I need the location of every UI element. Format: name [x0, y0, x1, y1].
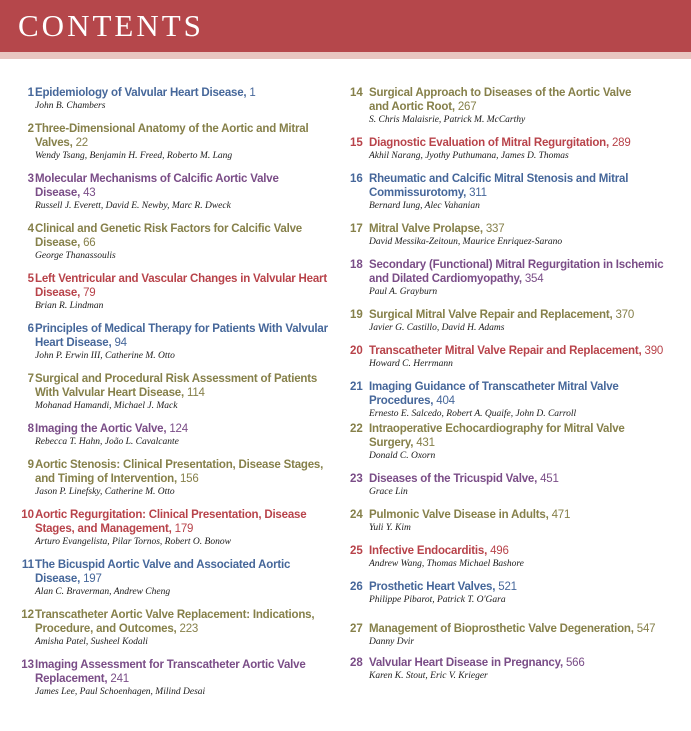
chapter-authors: Russell J. Everett, David E. Newby, Marc R. Dweck: [35, 201, 231, 211]
chapter-authors: Yuli Y. Kim: [369, 523, 411, 533]
chapter-authors: Arturo Evangelista, Pilar Tornos, Robert O. Bonow: [35, 537, 231, 547]
chapter-page: 179: [171, 523, 194, 535]
toc-entry-9[interactable]: [18, 458, 338, 498]
toc-entry-3[interactable]: [18, 172, 338, 212]
chapter-authors: Brian R. Lindman: [35, 301, 104, 311]
chapter-number: 23: [350, 473, 363, 485]
chapter-page: 354: [521, 273, 544, 285]
chapter-authors: Danny Dvir: [369, 637, 415, 647]
chapter-number: 11: [21, 559, 34, 571]
toc-entry-21[interactable]: [350, 380, 670, 420]
chapter-title-line: Imaging Assessment for Transcatheter Aortic Valve: [35, 659, 306, 671]
chapter-number: 7: [27, 373, 34, 385]
chapter-authors: George Thanassoulis: [35, 251, 116, 261]
chapter-title-line: Intraoperative Echocardiography for Mitral Valve: [369, 423, 625, 435]
chapter-title-line: Surgery, 431: [369, 437, 435, 449]
chapter-title-line: Aortic Stenosis: Clinical Presentation, Disease Stages,: [35, 459, 324, 471]
chapter-page: 156: [176, 473, 199, 485]
chapter-page: 404: [433, 395, 455, 407]
chapter-title-line: Replacement, 241: [35, 673, 129, 685]
chapter-authors: Ernesto E. Salcedo, Robert A. Quaife, John D. Carroll: [369, 409, 577, 419]
chapter-title-line: Surgical Mitral Valve Repair and Replacement, 370: [369, 309, 635, 321]
toc-entry-23[interactable]: [350, 472, 670, 498]
toc-entry-17[interactable]: [350, 222, 670, 248]
chapter-title-line: Surgical and Procedural Risk Assessment of Patients: [35, 373, 318, 385]
chapter-title-line: and Timing of Intervention, 156: [35, 473, 199, 485]
chapter-page: 451: [537, 473, 559, 485]
chapter-page: 1: [246, 87, 256, 99]
toc-entry-5[interactable]: [18, 272, 338, 312]
page-title: CONTENTS: [18, 8, 204, 43]
chapter-number: 16: [350, 173, 363, 185]
toc-entry-10[interactable]: [18, 508, 338, 548]
chapter-page: 337: [482, 223, 505, 235]
toc-entry-19[interactable]: [350, 308, 670, 334]
chapter-number: 3: [27, 173, 34, 185]
chapter-authors: Karen K. Stout, Eric V. Krieger: [369, 671, 488, 681]
chapter-page: 370: [612, 309, 635, 321]
chapter-page: 496: [487, 545, 509, 557]
toc-entry-2[interactable]: [18, 122, 338, 162]
chapter-number: 27: [350, 623, 363, 635]
chapter-title-line: Procedure, and Outcomes, 223: [35, 623, 199, 635]
chapter-page: 22: [72, 137, 88, 149]
chapter-page: 521: [495, 581, 517, 593]
chapter-number: 25: [350, 545, 363, 557]
chapter-page: 114: [183, 387, 205, 399]
chapter-page: 241: [107, 673, 129, 685]
chapter-number: 5: [27, 273, 34, 285]
toc-entry-1[interactable]: [18, 86, 338, 112]
chapter-page: 547: [633, 623, 656, 635]
chapter-title-line: With Valvular Heart Disease, 114: [35, 387, 205, 399]
toc-entry-7[interactable]: [18, 372, 338, 412]
chapter-title-line: Left Ventricular and Vascular Changes in Valvular Heart: [35, 273, 327, 285]
chapter-authors: Mohanad Hamandi, Michael J. Mack: [35, 401, 178, 411]
chapter-authors: Andrew Wang, Thomas Michael Bashore: [369, 559, 524, 569]
toc-entry-22[interactable]: [350, 422, 670, 462]
chapter-page: 471: [548, 509, 571, 521]
chapter-title-line: and Dilated Cardiomyopathy, 354: [369, 273, 544, 285]
chapter-title-line: Valves, 22: [35, 137, 88, 149]
chapter-number: 12: [21, 609, 34, 621]
chapter-page: 43: [80, 187, 96, 199]
chapter-title-line: Molecular Mechanisms of Calcific Aortic Valve: [35, 173, 279, 185]
chapter-number: 24: [350, 509, 363, 521]
chapter-title-line: and Aortic Root, 267: [369, 101, 477, 113]
toc-entry-26[interactable]: [350, 580, 670, 606]
chapter-number: 13: [21, 659, 34, 671]
chapter-number: 21: [350, 381, 363, 393]
chapter-page: 94: [111, 337, 127, 349]
chapter-page: 267: [454, 101, 477, 113]
chapter-authors: Philippe Pibarot, Patrick T. O'Gara: [369, 595, 506, 605]
chapter-title-line: Valvular Heart Disease in Pregnancy, 566: [369, 657, 585, 669]
chapter-title-line: Imaging the Aortic Valve, 124: [35, 423, 188, 435]
chapter-authors: James Lee, Paul Schoenhagen, Milind Desai: [35, 687, 206, 697]
chapter-page: 197: [80, 573, 102, 585]
chapter-title-line: Transcatheter Mitral Valve Repair and Replacement, 390: [369, 345, 664, 357]
chapter-number: 19: [350, 309, 363, 321]
chapter-authors: Donald C. Oxorn: [369, 451, 436, 461]
chapter-number: 17: [350, 223, 363, 235]
toc-entry-25[interactable]: [350, 544, 670, 570]
chapter-authors: Wendy Tsang, Benjamin H. Freed, Roberto M. Lang: [35, 151, 233, 161]
chapter-number: 9: [27, 459, 34, 471]
chapter-authors: Jason P. Linefsky, Catherine M. Otto: [35, 487, 175, 497]
chapter-authors: Javier G. Castillo, David H. Adams: [369, 323, 505, 333]
chapter-title-line: Disease, 197: [35, 573, 102, 585]
chapter-title-line: The Bicuspid Aortic Valve and Associated Aortic: [35, 559, 291, 571]
chapter-authors: Bernard Iung, Alec Vahanian: [369, 201, 480, 211]
chapter-title-line: Procedures, 404: [369, 395, 455, 407]
chapter-title-line: Heart Disease, 94: [35, 337, 127, 349]
toc-entry-16[interactable]: [350, 172, 670, 212]
chapter-number: 20: [350, 345, 363, 357]
chapter-number: 26: [350, 581, 363, 593]
chapter-page: 311: [466, 187, 487, 199]
chapter-number: 28: [350, 657, 363, 669]
chapter-authors: John P. Erwin III, Catherine M. Otto: [35, 351, 175, 361]
chapter-title-line: Clinical and Genetic Risk Factors for Calcific Valve: [35, 223, 302, 235]
toc-entry-6[interactable]: [18, 322, 338, 362]
toc-entry-12[interactable]: [18, 608, 338, 648]
chapter-title-line: Disease, 79: [35, 287, 96, 299]
chapter-authors: Grace Lin: [369, 487, 408, 497]
chapter-number: 15: [350, 137, 363, 149]
chapter-title-line: Secondary (Functional) Mitral Regurgitation in Ischemic: [369, 259, 664, 271]
toc-entry-8[interactable]: [18, 422, 338, 448]
contents-banner: [0, 0, 691, 52]
chapter-title-line: Principles of Medical Therapy for Patients With Valvular: [35, 323, 328, 335]
chapter-title-line: Diagnostic Evaluation of Mitral Regurgitation, 289: [369, 137, 631, 149]
chapter-authors: Paul A. Grayburn: [369, 287, 438, 297]
chapter-authors: Amisha Patel, Susheel Kodali: [35, 637, 148, 647]
chapter-title-line: Management of Bioprosthetic Valve Degeneration, 547: [369, 623, 656, 635]
chapter-number: 10: [21, 509, 34, 521]
chapter-authors: Alan C. Braverman, Andrew Cheng: [35, 587, 171, 597]
chapter-page: 223: [176, 623, 199, 635]
toc-entry-20[interactable]: [350, 344, 670, 370]
chapter-title-line: Aortic Regurgitation: Clinical Presentation, Disease: [35, 509, 307, 521]
chapter-page: 431: [413, 437, 435, 449]
chapter-title-line: Epidemiology of Valvular Heart Disease, 1: [35, 87, 256, 99]
chapter-authors: David Messika-Zeitoun, Maurice Enriquez-Sarano: [369, 237, 563, 247]
chapter-number: 8: [27, 423, 34, 435]
chapter-title-line: Diseases of the Tricuspid Valve, 451: [369, 473, 559, 485]
chapter-title-line: Surgical Approach to Diseases of the Aortic Valve: [369, 87, 632, 99]
chapter-page: 390: [641, 345, 664, 357]
chapter-number: 22: [350, 423, 363, 435]
chapter-number: 1: [27, 87, 34, 99]
chapter-number: 14: [350, 87, 363, 99]
banner-rule: [0, 52, 691, 59]
chapter-title-line: Imaging Guidance of Transcatheter Mitral Valve: [369, 381, 619, 393]
toc-entry-18[interactable]: [350, 258, 670, 298]
toc-entry-11[interactable]: [18, 558, 338, 598]
toc-entry-14[interactable]: [350, 86, 670, 126]
chapter-title-line: Disease, 66: [35, 237, 96, 249]
toc-entry-13[interactable]: [18, 658, 338, 698]
chapter-title-line: Pulmonic Valve Disease in Adults, 471: [369, 509, 571, 521]
chapter-authors: John B. Chambers: [35, 101, 106, 111]
chapter-title-line: Mitral Valve Prolapse, 337: [369, 223, 505, 235]
chapter-title-line: Stages, and Management, 179: [35, 523, 194, 535]
chapter-title-line: Rheumatic and Calcific Mitral Stenosis and Mitral: [369, 173, 629, 185]
chapter-page: 566: [562, 657, 585, 669]
chapter-authors: Akhil Narang, Jyothy Puthumana, James D. Thomas: [369, 151, 569, 161]
chapter-authors: Rebecca T. Hahn, João L. Cavalcante: [35, 437, 179, 447]
toc-entry-24[interactable]: [350, 508, 670, 534]
chapter-number: 4: [27, 223, 34, 235]
chapter-page: 289: [608, 137, 631, 149]
chapter-title-line: Commissurotomy, 311: [369, 187, 487, 199]
toc-entry-4[interactable]: [18, 222, 338, 262]
chapter-authors: S. Chris Malaisrie, Patrick M. McCarthy: [369, 115, 526, 125]
chapter-title-line: Disease, 43: [35, 187, 96, 199]
toc-entry-28[interactable]: [350, 656, 670, 682]
chapter-number: 6: [27, 323, 34, 335]
chapter-title-line: Transcatheter Aortic Valve Replacement: Indications,: [35, 609, 315, 621]
chapter-title-line: Prosthetic Heart Valves, 521: [369, 581, 517, 593]
chapter-page: 79: [80, 287, 96, 299]
chapter-title-line: Infective Endocarditis, 496: [369, 545, 509, 557]
chapter-page: 66: [80, 237, 96, 249]
chapter-number: 18: [350, 259, 363, 271]
chapter-number: 2: [27, 123, 34, 135]
chapter-page: 124: [166, 423, 188, 435]
chapter-title-line: Three-Dimensional Anatomy of the Aortic and Mitral: [35, 123, 309, 135]
toc-entry-27[interactable]: [350, 622, 670, 648]
chapter-authors: Howard C. Herrmann: [369, 359, 453, 369]
toc-entry-15[interactable]: [350, 136, 670, 162]
